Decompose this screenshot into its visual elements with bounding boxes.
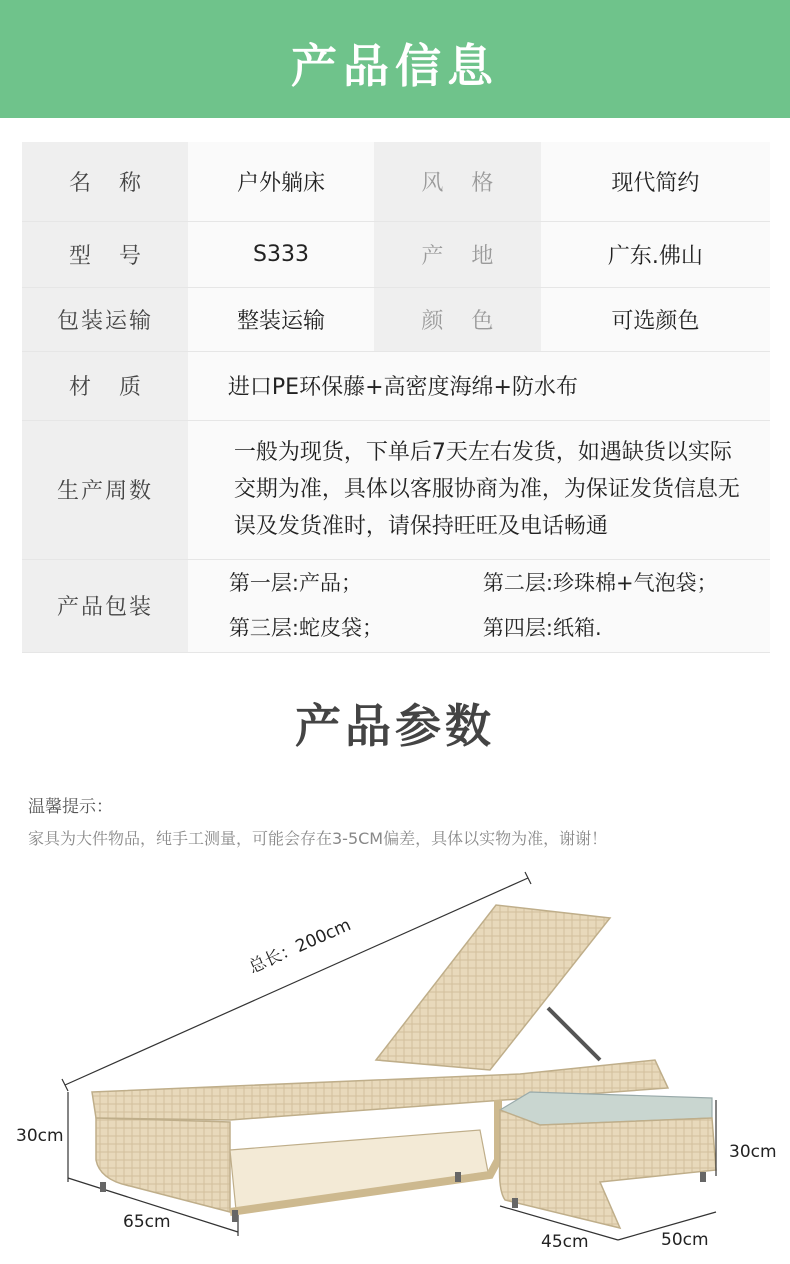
material-label: 材质 [22,351,188,420]
front-loop [96,1118,230,1212]
packing-item: 第一层:产品； [228,570,362,595]
packing-cell [188,559,770,652]
packing-item: 第三层:蛇皮袋； [228,615,383,640]
table-width-label: 50cm [661,1230,709,1250]
cycle-label: 生产周数 [22,420,188,559]
spec-row [22,142,770,221]
style-label: 风格 [374,142,541,221]
material-value: 进口PE环保藤+高密度海绵+防水布 [188,351,770,420]
origin-value: 广东.佛山 [541,221,770,287]
name-label: 名称 [22,142,188,221]
spec-row [22,420,770,559]
packing-label: 产品包装 [22,559,188,652]
packing-line [189,606,769,651]
color-label: 颜色 [374,287,541,351]
spec-row [22,559,770,652]
table-depth-label: 45cm [541,1232,589,1252]
name-value: 户外躺床 [188,142,374,221]
length-label: 总长：200cm [246,915,355,978]
origin-label: 产地 [374,221,541,287]
packing-item: 第四层:纸箱. [482,615,602,640]
packing-line [189,561,769,606]
width-left-label: 65cm [123,1212,171,1232]
spec-row [22,351,770,420]
params-title: 产品参数 [295,699,495,753]
cycle-value: 一般为现货，下单后7天左右发货，如遇缺货以实际交期为准，具体以客服协商为准，为保证发货信息无误及发货准时，请保持旺旺及电话畅通 [188,420,770,559]
spec-row [22,287,770,351]
spec-row [22,221,770,287]
spec-table [22,142,770,653]
tip-title: 温馨提示： [28,797,113,817]
header-banner [0,0,790,118]
tip-text: 家具为大件物品，纯手工测量，可能会存在3-5CM偏差，具体以实物为准，谢谢！ [28,829,608,848]
packing-item: 第二层:珍珠棉+气泡袋； [482,570,718,595]
side-table [500,1110,716,1228]
style-value: 现代简约 [541,142,770,221]
color-value: 可选颜色 [541,287,770,351]
shipping-label: 包装运输 [22,287,188,351]
page-title: 产品信息 [291,39,499,93]
shipping-value: 整装运输 [188,287,374,351]
product-figure [0,860,790,1260]
model-value: S333 [188,221,374,287]
height-left-label: 30cm [16,1126,64,1146]
height-right-label: 30cm [729,1142,777,1162]
model-label: 型号 [22,221,188,287]
lounger-illustration [0,860,790,1260]
